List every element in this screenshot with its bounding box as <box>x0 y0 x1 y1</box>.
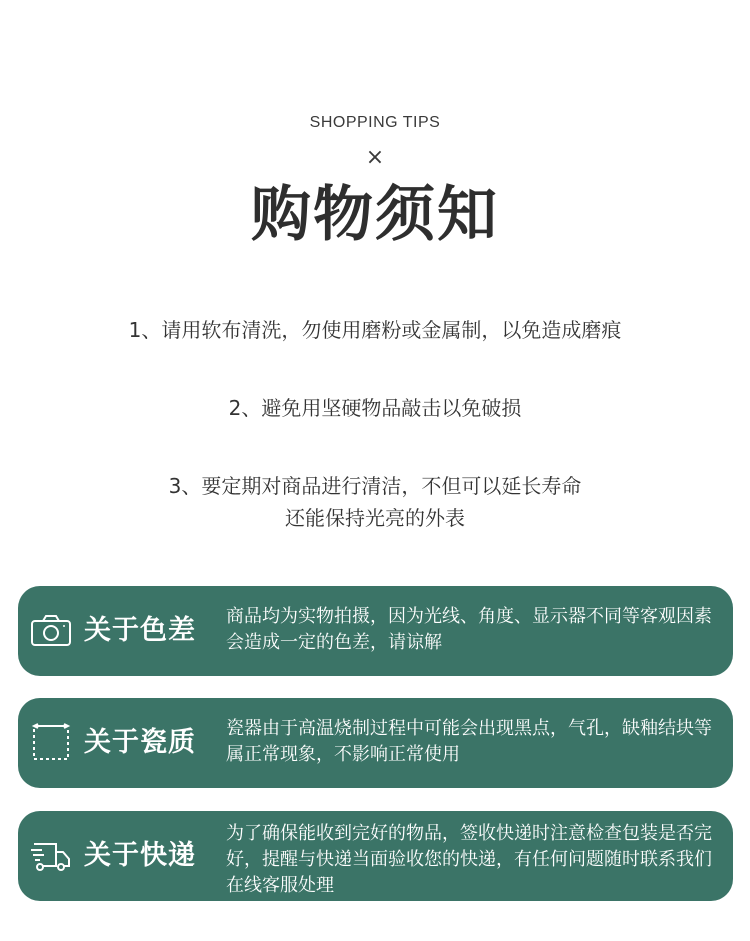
camera-icon <box>30 611 72 651</box>
tip-2 <box>0 392 750 424</box>
tip-1 <box>0 314 750 346</box>
delivery-card <box>18 811 733 901</box>
tip-3-text-line1: 3、要定期对商品进行清洁，不但可以延长寿命 <box>168 474 582 498</box>
tip-2-text: 2、避免用坚硬物品敲击以免破损 <box>228 396 522 420</box>
color-difference-text: 商品均为实物拍摄，因为光线、角度、显示器不同等客观因素会造成一定的色差，请谅解 <box>226 606 712 653</box>
porcelain-quality-text: 瓷器由于高温烧制过程中可能会出现黑点，气孔，缺釉结块等属正常现象，不影响正常使用 <box>226 718 712 765</box>
separator-mark: × <box>365 145 385 170</box>
tip-1-text: 1、请用软布清洗，勿使用磨粉或金属制，以免造成磨痕 <box>128 318 622 342</box>
tip-3 <box>0 470 750 534</box>
porcelain-quality-card <box>18 698 733 788</box>
delivery-text: 为了确保能收到完好的物品，签收快递时注意检查包装是否完好，提醒与快递当面验收您的快递，有任何问题随时联系我们在线客服处理 <box>226 823 712 896</box>
delivery-heading: 关于快递 <box>84 840 196 871</box>
delivery-truck-icon <box>30 836 72 876</box>
size-frame-icon <box>30 723 72 763</box>
color-difference-heading: 关于色差 <box>84 615 196 646</box>
porcelain-quality-heading: 关于瓷质 <box>84 727 196 758</box>
shopping-tips-subtitle: SHOPPING TIPS <box>309 114 441 131</box>
page-title: 购物须知 <box>251 180 499 250</box>
tip-3-text-line2: 还能保持光亮的外表 <box>285 506 465 530</box>
color-difference-card <box>18 586 733 676</box>
